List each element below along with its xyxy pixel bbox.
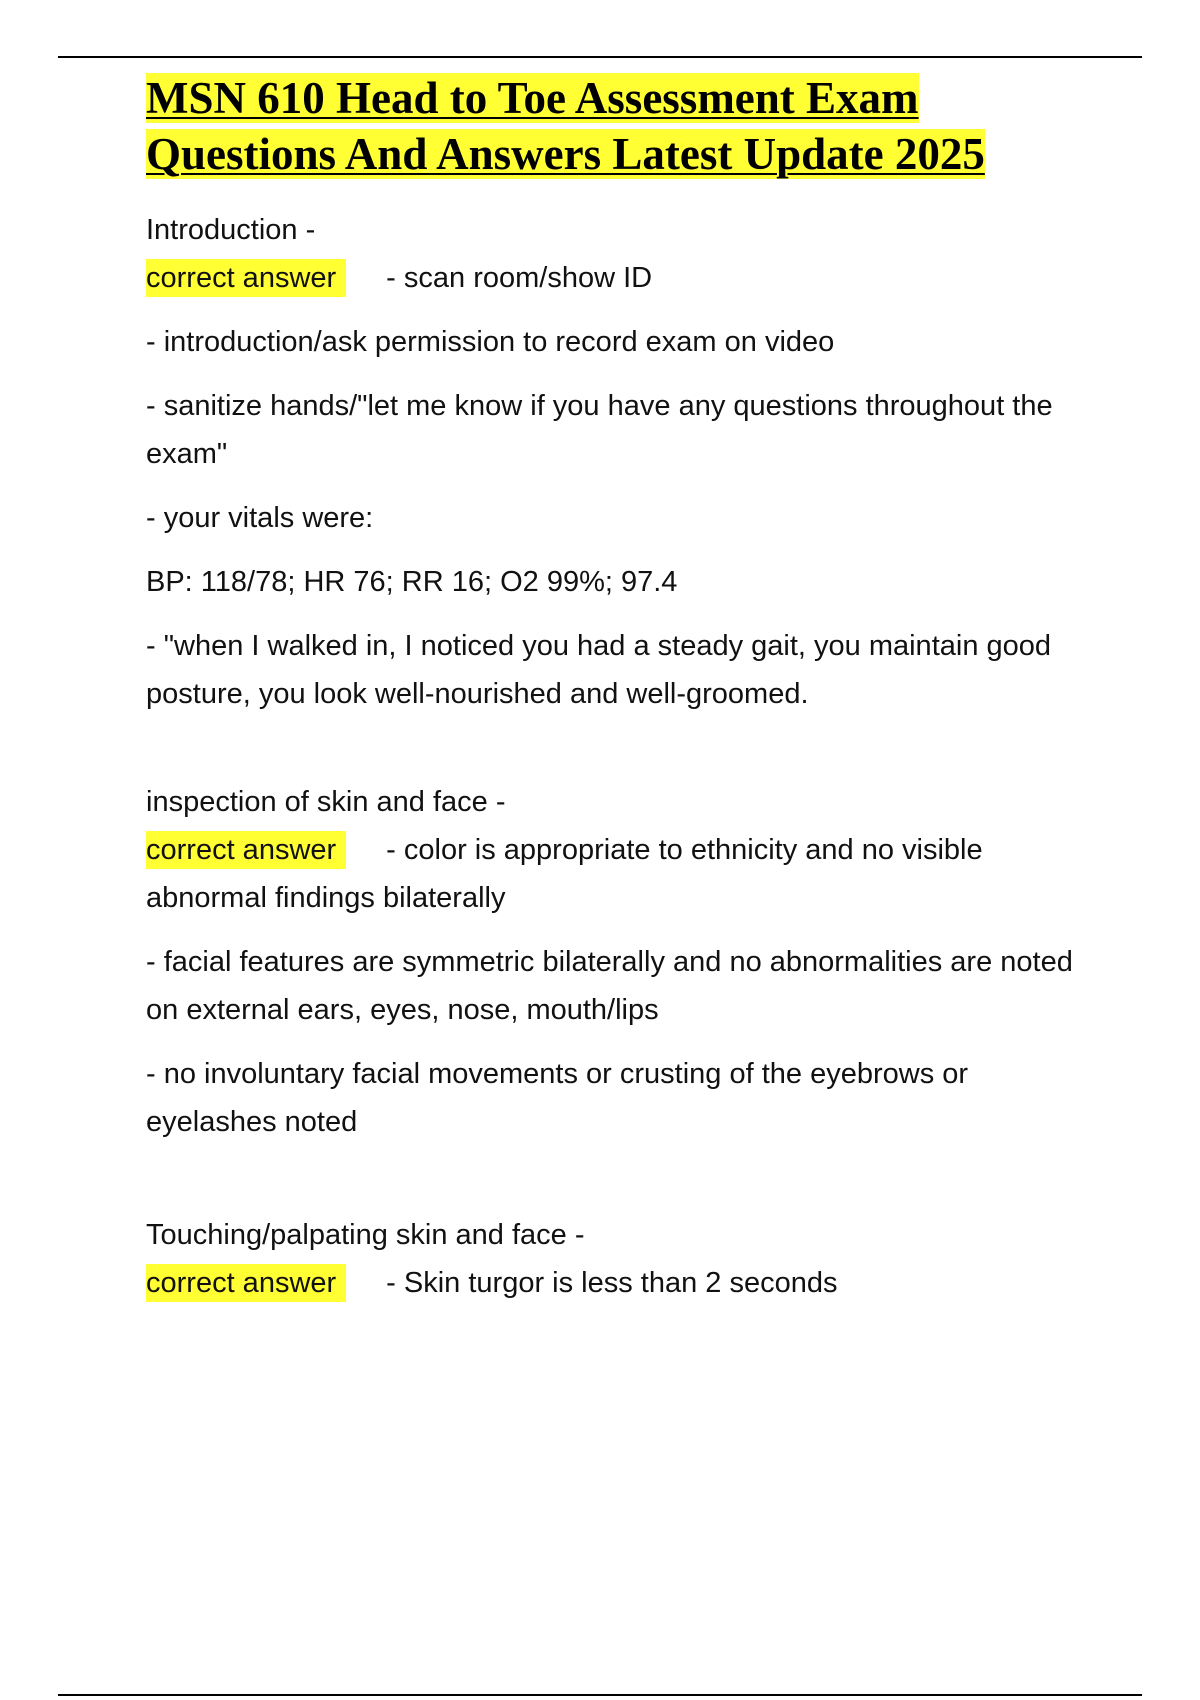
answer-paragraph: - facial features are symmetric bilaterally and no abnormalities are noted on external ears, eyes, nose, mouth/lips (146, 946, 1073, 1026)
qa-section-palpating-skin-face (146, 1211, 1096, 1307)
top-rule (58, 56, 1142, 58)
answer-paragraph: - no involuntary facial movements or crusting of the eyebrows or eyelashes noted (146, 1058, 969, 1138)
title-line-2: Questions And Answers Latest Update 2025 (146, 129, 985, 179)
qa-section-inspection-skin-face (146, 778, 1096, 1146)
answer-text: - color is appropriate to ethnicity and no visible abnormal findings bilaterally (146, 834, 983, 914)
answer-paragraph: BP: 118/78; HR 76; RR 16; O2 99%; 97.4 (146, 566, 678, 598)
answer-line (146, 254, 1096, 302)
qa-section-introduction (146, 206, 1096, 718)
correct-answer-label: correct answer (146, 831, 346, 869)
document-title (146, 70, 1096, 182)
answer-paragraph: - "when I walked in, I noticed you had a steady gait, you maintain good posture, you look well-nourished and well-groomed. (146, 630, 1052, 710)
correct-answer-label: correct answer (146, 259, 346, 297)
question-text: Touching/palpating skin and face - (146, 1219, 585, 1251)
answer-paragraph: - introduction/ask permission to record exam on video (146, 326, 835, 358)
answer-text: - scan room/show ID (386, 262, 653, 294)
bottom-rule (58, 1694, 1142, 1696)
document-body (146, 70, 1096, 1307)
title-line-1: MSN 610 Head to Toe Assessment Exam (146, 73, 919, 123)
answer-line (146, 826, 1096, 922)
correct-answer-label: correct answer (146, 1264, 346, 1302)
question-text: Introduction - (146, 214, 316, 246)
answer-paragraph: - your vitals were: (146, 502, 374, 534)
answer-text: - Skin turgor is less than 2 seconds (386, 1267, 838, 1299)
question-text: inspection of skin and face - (146, 786, 506, 818)
answer-line (146, 1259, 1096, 1307)
answer-paragraph: - sanitize hands/"let me know if you have any questions throughout the exam" (146, 390, 1053, 470)
